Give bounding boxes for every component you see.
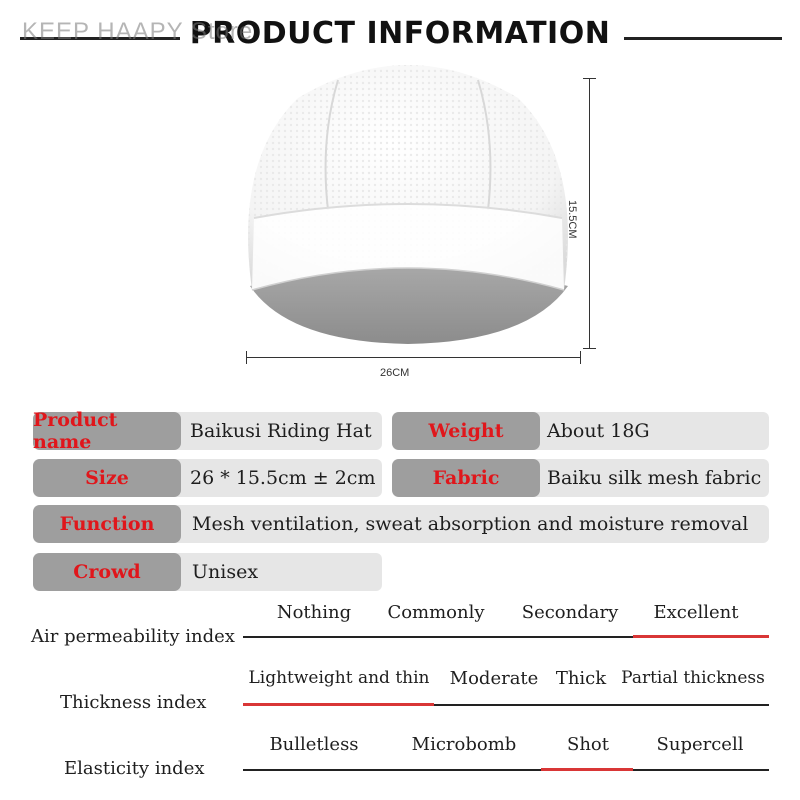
thickness-option-partial: Partial thickness xyxy=(621,668,765,688)
height-dimension-cap-bottom xyxy=(583,348,596,349)
spec-label-size: Size xyxy=(33,459,181,497)
height-dimension-line xyxy=(589,78,590,348)
store-watermark: KEEP HAAPY Store xyxy=(22,18,254,45)
header-line-right xyxy=(624,37,782,40)
air-option-secondary: Secondary xyxy=(521,602,619,623)
spec-label-function: Function xyxy=(33,505,181,543)
elasticity-index-label: Elasticity index xyxy=(64,758,205,779)
thickness-index-label: Thickness index xyxy=(60,692,207,713)
air-option-nothing: Nothing xyxy=(276,602,352,623)
width-dimension-label: 26CM xyxy=(380,367,410,379)
elasticity-option-shot: Shot xyxy=(567,734,609,755)
elasticity-option-supercell: Supercell xyxy=(656,734,744,755)
width-dimension-line xyxy=(246,357,580,358)
spec-value-size: 26 * 15.5cm ± 2cm xyxy=(190,467,376,489)
air-permeability-selected-indicator xyxy=(633,635,769,638)
width-dimension-cap-left xyxy=(246,351,247,364)
page-title: PRODUCT INFORMATION xyxy=(189,16,611,51)
thickness-option-thick: Thick xyxy=(555,668,607,689)
riding-cap-image xyxy=(228,50,588,360)
width-dimension-cap-right xyxy=(580,351,581,364)
spec-label-product-name: Product name xyxy=(33,412,181,450)
air-option-commonly: Commonly xyxy=(387,602,485,623)
thickness-selected-indicator xyxy=(243,703,434,706)
air-option-excellent: Excellent xyxy=(653,602,739,623)
air-permeability-index-label: Air permeability index xyxy=(31,626,235,647)
spec-value-product-name: Baikusi Riding Hat xyxy=(190,420,372,442)
thickness-option-lightweight: Lightweight and thin xyxy=(248,668,430,688)
elasticity-option-bulletless: Bulletless xyxy=(269,734,359,755)
spec-label-fabric: Fabric xyxy=(392,459,540,497)
spec-value-crowd: Unisex xyxy=(192,561,259,583)
spec-label-weight: Weight xyxy=(392,412,540,450)
elasticity-scale-line xyxy=(243,769,769,771)
spec-value-weight: About 18G xyxy=(547,420,650,442)
height-dimension-label: 15.5CM xyxy=(566,200,578,239)
thickness-option-moderate: Moderate xyxy=(449,668,539,689)
elasticity-selected-indicator xyxy=(541,768,633,771)
height-dimension-cap-top xyxy=(583,78,596,79)
spec-value-fabric: Baiku silk mesh fabric xyxy=(547,467,762,489)
spec-label-crowd: Crowd xyxy=(33,553,181,591)
spec-value-function: Mesh ventilation, sweat absorption and moisture removal xyxy=(192,513,749,535)
elasticity-option-microbomb: Microbomb xyxy=(411,734,517,755)
